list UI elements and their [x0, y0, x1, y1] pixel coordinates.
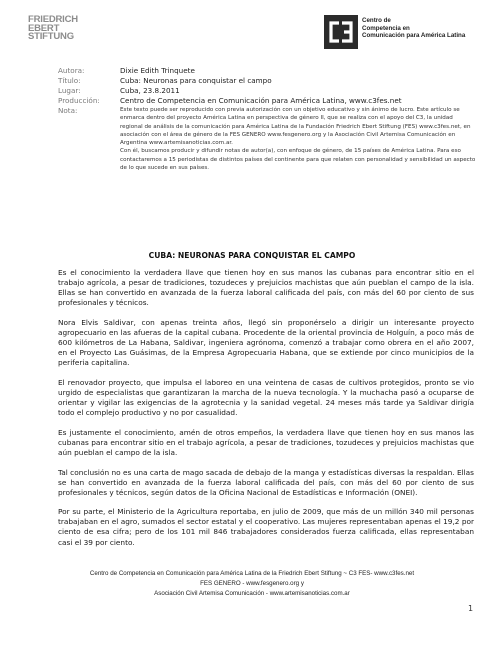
- author-value: Dixie Edith Trinquete: [120, 66, 195, 75]
- article-paragraph: Nora Elvis Saldivar, con apenas treinta años, llegó sin proponérselo a dirigir un interesante proyecto agropecuario en las afueras de la capital cubana. Procedente de la oriental provincia de Holguín, a poco más de 600 kilómetros de La Habana, Saldivar, ingeniera agrónoma, comenzó a trabajar como obrera en el año 2007, en el Proyecto Las Guásimas, de la Empresa Agropecuaria Habana, que se extiende por cinco municipios de la periferia capitalina.: [58, 317, 474, 368]
- c3-logo-line: Centro de: [362, 17, 391, 24]
- note-label: Nota:: [58, 106, 78, 115]
- page-footer: [0, 569, 504, 599]
- fes-logo-line: FRIEDRICH: [28, 14, 78, 25]
- fes-logo-line: EBERT: [28, 22, 60, 34]
- production-value: Centro de Competencia en Comunicación para América Latina, www.c3fes.net: [120, 96, 402, 105]
- author-label: Autora:: [58, 66, 85, 75]
- author-row: [58, 66, 478, 76]
- title-label: Título:: [58, 76, 81, 85]
- fes-logo-line: STIFTUNG: [28, 31, 74, 42]
- place-label: Lugar:: [58, 86, 81, 95]
- article-body: [58, 268, 474, 557]
- fes-logo: [28, 16, 76, 42]
- article-heading: CUBA: NEURONAS PARA CONQUISTAR EL CAMPO: [148, 251, 356, 260]
- title-row: [58, 76, 478, 86]
- note-text: [120, 106, 476, 172]
- article-paragraph: Tal conclusión no es una carta de mago sacada de debajo de la manga y estadísticas diversas la respaldan. Ellas se han convertido en avanzada de la fuerza laboral calificada del país, con más del 60 por ciento de sus profesionales y técnicos, según datos de la Oficina Nacional de Estadísticas e Información (ONEI).: [58, 467, 474, 497]
- note-row: [58, 106, 478, 172]
- c3-logo-text: [362, 17, 486, 40]
- place-row: [58, 86, 478, 96]
- c3-logo-line: Competencia en: [362, 24, 410, 32]
- c3-logo: [324, 15, 484, 51]
- footer-line: FES GENERO - www.fesgenero.org y: [200, 580, 304, 587]
- article-paragraph: Es justamente el conocimiento, amén de otros empeños, la verdadera llave que tienen hoy en sus manos las cubanas para encontrar sitio en el trabajo agrícola, a pesar de tradiciones, tozudeces y prejuicios machistas que aún pueblan el campo de la isla.: [58, 427, 474, 457]
- production-label: Producción:: [58, 96, 100, 105]
- page-number: 1: [468, 604, 474, 613]
- note-paragraph: Con él, buscamos producir y difundir notas de autor(a), con enfoque de género, de 15 países de América Latina. Para eso contactaremos a 15 periodistas de distintos países del continente para que relaten con personalidad y sensibilidad un aspecto de lo que sucede en sus países.: [120, 148, 476, 172]
- c3-logo-mark: [324, 15, 358, 49]
- article-metadata: [58, 66, 478, 172]
- note-paragraph: Este texto puede ser reproducido con previa autorización con un objetivo educativo y sin ánimo de lucro. Este artículo se enmarca dentro del proyecto América Latina en perspectiva de género II, que se realiza con el apoyo del C3, la unidad regional de análisis de la comunicación para América Latina de la Fundación Friedrich Ebert Stiftung (FES) www.c3fes.net, en asociación con el área de género de la FES GENERO www.fesgenero.org y la Asociación Civil Artemisa Comunicación en Argentina www.artemisanoticias.com.ar.: [120, 107, 471, 147]
- article-paragraph: Es el conocimiento la verdadera llave que tienen hoy en sus manos las cubanas para encontrar sitio en el trabajo agrícola, a pesar de tradiciones, tozudeces y prejuicios machistas que aún pueblan el campo de la isla. Ellas se han convertido en avanzada de la fuerza laboral calificada del país, con más del 60 por ciento de sus profesionales y técnicos.: [58, 268, 474, 308]
- c3-logo-line: Comunicación para América Latina: [362, 32, 466, 40]
- footer-line: Asociación Civil Artemisa Comunicación - www.artemisanoticias.com.ar: [154, 590, 350, 597]
- footer-line: Centro de Competencia en Comunicación para América Latina de la Friedrich Ebert Stiftung ~ C3 FES- www.c3fes.net: [89, 570, 415, 577]
- production-row: [58, 96, 478, 106]
- place-value: Cuba, 23.8.2011: [120, 86, 180, 95]
- article-paragraph: Por su parte, el Ministerio de la Agricultura reportaba, en julio de 2009, que más de un millón 340 mil personas trabajaban en el agro, sumados el sector estatal y el cooperativo. Las mujeres representaban apenas el 19,2 por ciento de esa cifra; pero de los 101 mil 846 trabajadores considerados fuerza calificada, ellas representaban casi el 39 por ciento.: [58, 507, 474, 547]
- title-value: Cuba: Neuronas para conquistar el campo: [120, 76, 272, 85]
- article-paragraph: El renovador proyecto, que impulsa el laboreo en una veintena de casas de cultivos protegidos, pronto se vio urgido de especialistas que garantizaran la marcha de la nueva tecnología. Y la muchacha pasó a ocuparse de orientar y vigilar las exigencias de la agrotecnia y la sanidad vegetal. 24 meses más tarde ya Saldivar dirigía todo el complejo productivo y no por casualidad.: [58, 377, 474, 418]
